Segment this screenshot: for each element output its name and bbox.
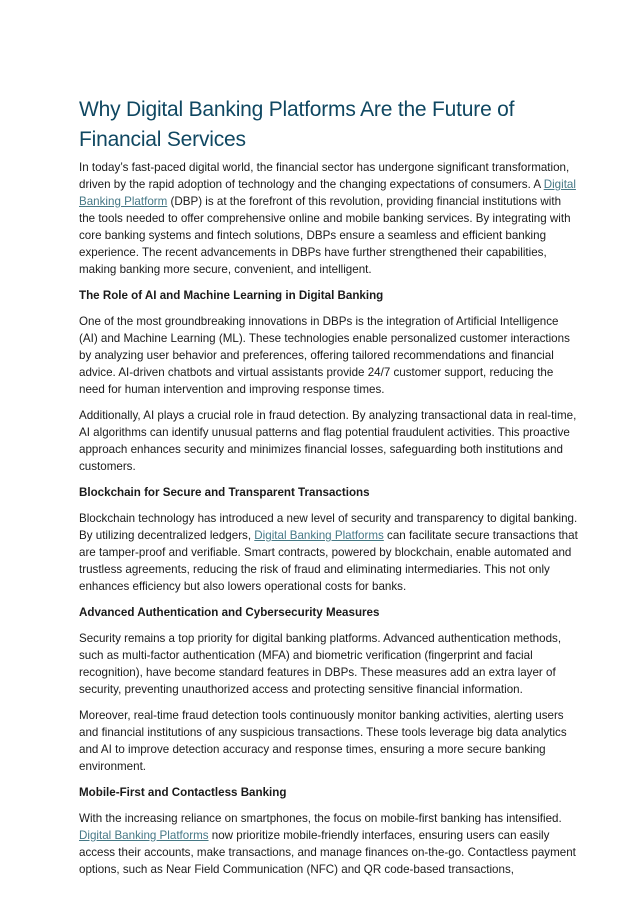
mobile-text-before-link: With the increasing reliance on smartphones, the focus on mobile-first banking has intensified. bbox=[79, 812, 562, 825]
mobile-paragraph bbox=[79, 810, 578, 878]
ai-ml-paragraph-1: One of the most groundbreaking innovations in DBPs is the integration of Artificial Intelligence (AI) and Machine Learning (ML). These technologies enable personalized customer interactions by analyzing user behavior and preferences, offering tailored recommendations and financial advice. AI-driven chatbots and virtual assistants provide 24/7 customer support, reducing the need for human intervention and improving response times. bbox=[79, 315, 570, 396]
section-heading-ai-ml: The Role of AI and Machine Learning in Digital Banking bbox=[79, 289, 384, 302]
blockchain-paragraph bbox=[79, 510, 578, 595]
intro-text-before-link: In today’s fast-paced digital world, the financial sector has undergone significant transformation, driven by the rapid adoption of technology and the changing expectations of consumers. A bbox=[79, 161, 570, 191]
section-heading-mobile: Mobile-First and Contactless Banking bbox=[79, 786, 287, 799]
digital-banking-platform-link[interactable]: Digital Banking Platform bbox=[79, 178, 576, 208]
digital-banking-platforms-link-2[interactable]: Digital Banking Platforms bbox=[79, 829, 209, 842]
blockchain-text-after-link: can facilitate secure transactions that are tamper-proof and verifiable. Smart contracts, powered by blockchain, enable automated and trustless agreements, reducing the risk of fraud and eliminating intermediaries. This not only enhances efficiency but also lowers operational costs for banks. bbox=[79, 529, 578, 593]
intro-paragraph bbox=[79, 159, 578, 278]
mobile-text-after-link: now prioritize mobile-friendly interfaces, ensuring users can easily access their accounts, make transactions, and manage finances on-the-go. Contactless payment options, such as Near Field Communication (NFC) and QR code-based transactions, bbox=[79, 829, 576, 876]
section-heading-authentication: Advanced Authentication and Cybersecurity Measures bbox=[79, 606, 380, 619]
ai-ml-paragraph-2: Additionally, AI plays a crucial role in fraud detection. By analyzing transactional data in real-time, AI algorithms can identify unusual patterns and flag potential fraudulent activities. This proactive approach enhances security and minimizes financial losses, safeguarding both institutions and customers. bbox=[79, 409, 577, 473]
intro-text-after-link: (DBP) is at the forefront of this revolution, providing financial institutions with the tools needed to offer comprehensive online and mobile banking services. By integrating with core banking systems and fintech solutions, DBPs ensure a seamless and efficient banking experience. The recent advancements in DBPs have further strengthened their capabilities, making banking more secure, convenient, and intelligent. bbox=[79, 195, 571, 276]
authentication-paragraph-2: Moreover, real-time fraud detection tools continuously monitor banking activities, alerting users and financial institutions of any suspicious transactions. These tools leverage big data analytics and AI to improve detection accuracy and response times, ensuring a more secure banking environment. bbox=[79, 709, 567, 773]
section-heading-blockchain: Blockchain for Secure and Transparent Transactions bbox=[79, 486, 370, 499]
digital-banking-platforms-link[interactable]: Digital Banking Platforms bbox=[254, 529, 384, 542]
page-title: Why Digital Banking Platforms Are the Future of Financial Services bbox=[79, 98, 515, 151]
blockchain-text-before-link: Blockchain technology has introduced a new level of security and transparency to digital banking. By utilizing decentralized ledgers, bbox=[79, 512, 578, 542]
authentication-paragraph-1: Security remains a top priority for digital banking platforms. Advanced authentication methods, such as multi-factor authentication (MFA) and biometric verification (fingerprint and facial recognition), have become standard features in DBPs. These measures add an extra layer of security, preventing unauthorized access and protecting sensitive financial information. bbox=[79, 632, 562, 696]
